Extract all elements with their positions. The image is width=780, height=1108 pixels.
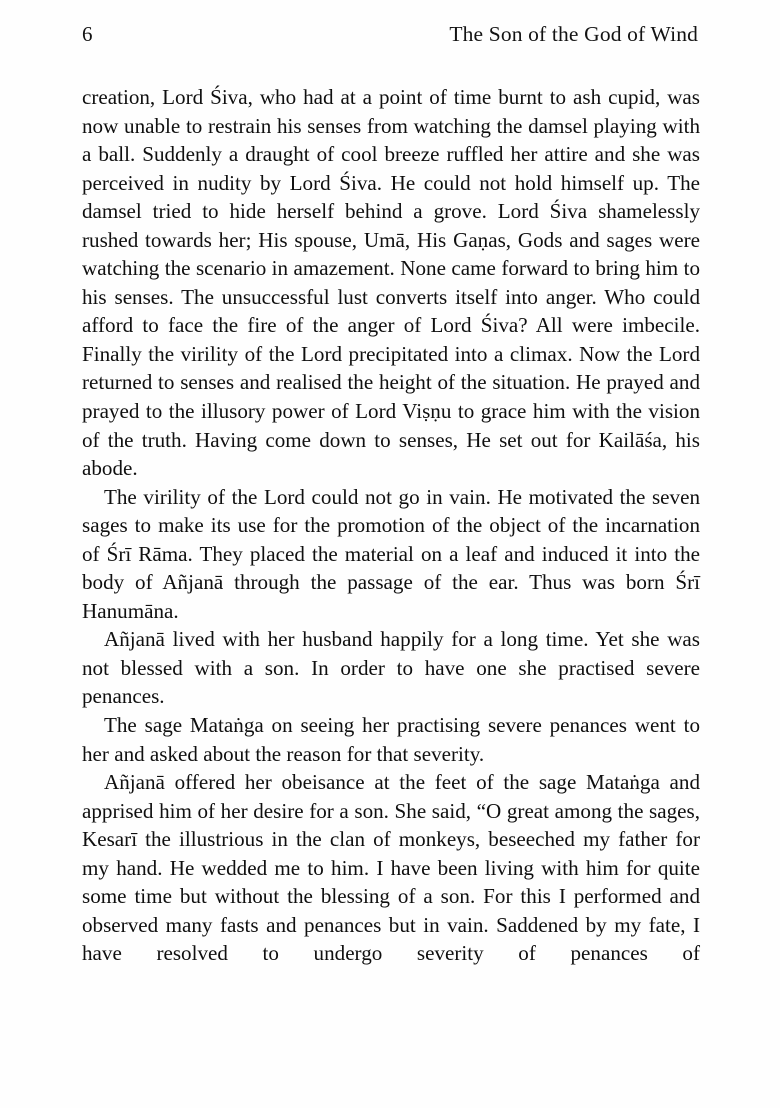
paragraph-sage-matanga: The sage Mataṅga on seeing her practising severe penances went to her and asked about the reason for that severity. [82,713,700,766]
paragraph-creation-siva: creation, Lord Śiva, who had at a point of time burnt to ash cupid, was now unable to restrain his senses from watching the damsel playing with a ball. Suddenly a draught of cool breeze ruffled her attire and she was perceived in nudity by Lord Śiva. He could not hold himself up. The damsel tried to hide herself behind a grove. Lord Śiva shamelessly rushed towards her; His spouse, Umā, His Gaṇas, Gods and sages were watching the scenario in amazement. None came forward to bring him to his senses. The unsuccessful lust converts itself into anger. Who could afford to face the fire of the anger of Lord Śiva? All were imbecile. Finally the virility of the Lord precipitated into a climax. Now the Lord returned to senses and realised the height of the situation. He prayed and prayed to the illusory power of Lord Viṣṇu to grace him with the vision of the truth. Having come down to senses, He set out for Kailāśa, his abode. [82,85,700,481]
paragraph-anjana-obeisance: Añjanā offered her obeisance at the feet of the sage Mataṅga and apprised him of her desire for a son. She said, “O great among the sages, Kesarī the illustrious in the clan of monkeys, beseeched my father for my hand. He wedded me to him. I have been living with him for quite some time but without the blessing of a son. For this I performed and observed many fasts and penances but in vain. Saddened by my fate, I have resolved to undergo severity of penances of [82,770,700,966]
paragraph-anjana-husband: Añjanā lived with her husband happily for a long time. Yet she was not blessed with a son. In order to have one she practised severe penances. [82,627,700,709]
running-head [82,22,700,52]
running-head-title: The Son of the God of Wind [449,22,698,46]
body-text-block [82,83,700,968]
paragraph-virility-sages: The virility of the Lord could not go in vain. He motivated the seven sages to make its use for the promotion of the object of the incarnation of Śrī Rāma. They placed the material on a leaf and induced it into the body of Añjanā through the passage of the ear. Thus was born Śrī Hanumāna. [82,484,700,623]
page-number: 6 [82,22,93,46]
